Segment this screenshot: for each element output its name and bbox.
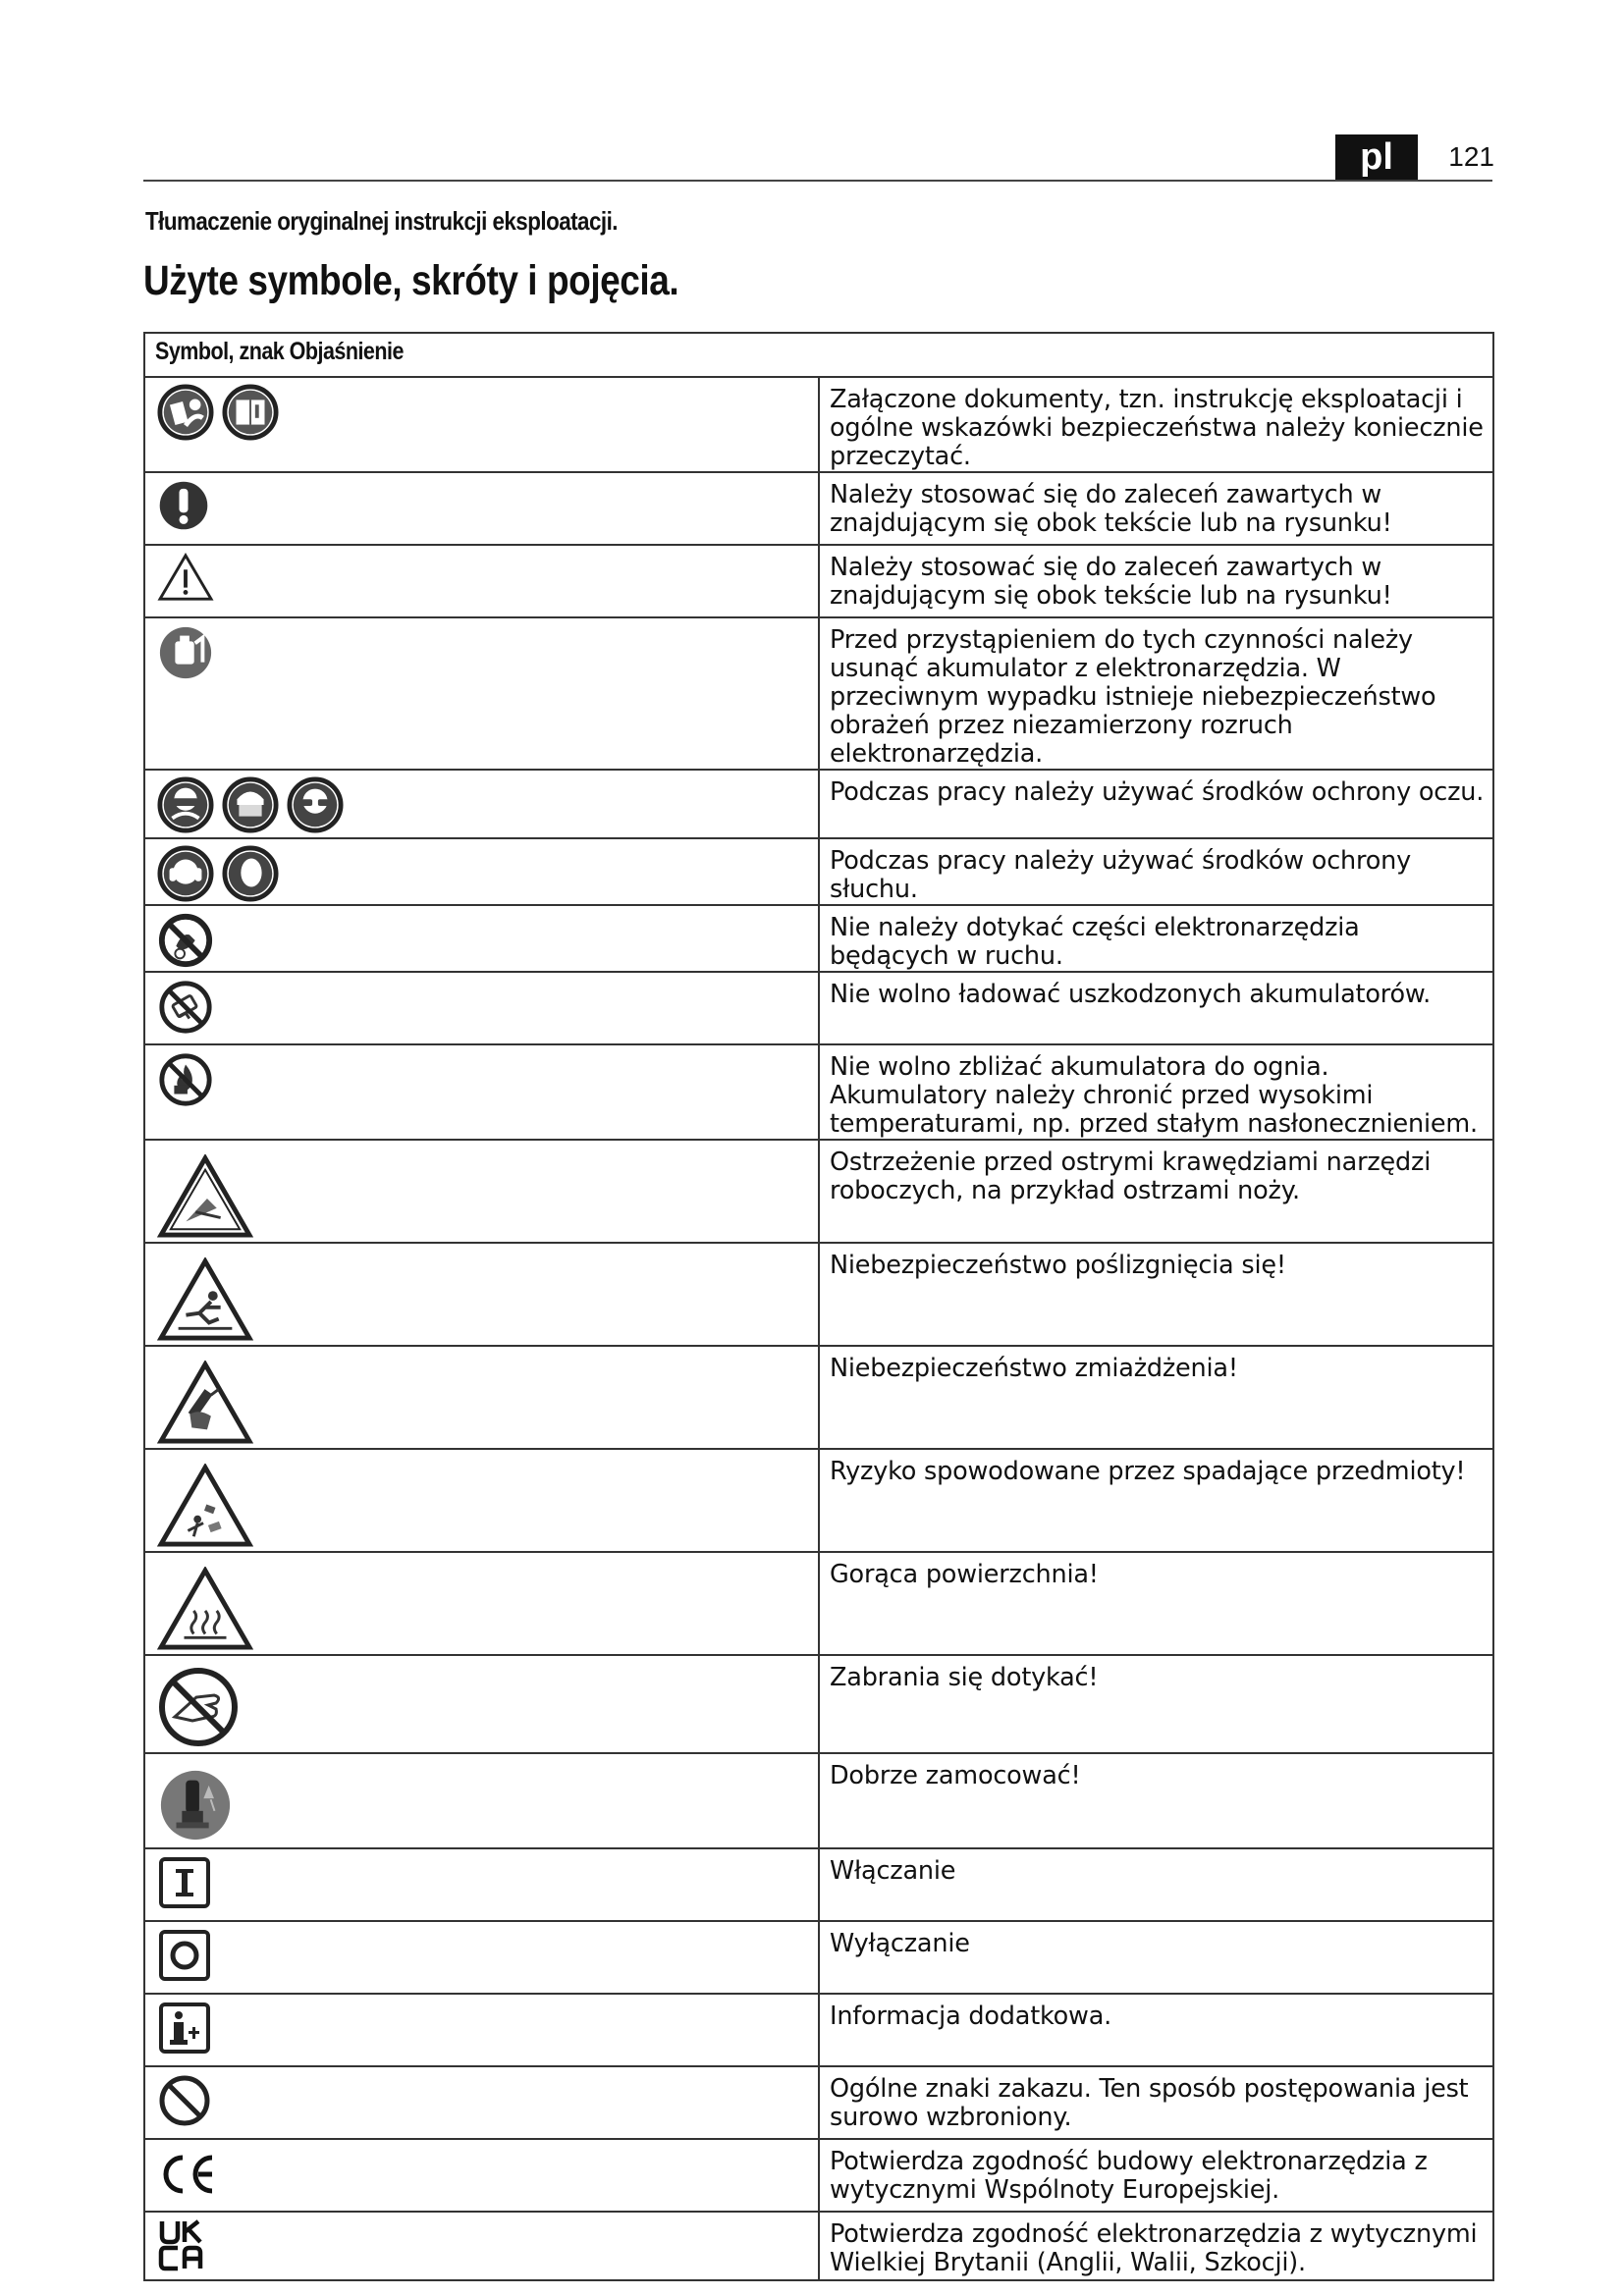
hot-surface-warning-icon — [157, 1567, 253, 1651]
explanation-cell: Ryzyko spowodowane przez spadające przedmioty! — [819, 1449, 1493, 1552]
warning-triangle-icon — [157, 552, 214, 603]
symbol-cell — [144, 1921, 819, 1994]
crush-hazard-warning-icon — [157, 1361, 253, 1445]
explanation-cell: Załączone dokumenty, tzn. instrukcję eksploatacji i ogólne wskazówki bezpieczeństwa należy koniecznie przeczytać. — [819, 377, 1493, 472]
table-row — [144, 972, 1493, 1044]
header-divider — [143, 180, 1492, 182]
symbols-table — [143, 332, 1494, 2281]
explanation-cell: Podczas pracy należy używać środków ochrony oczu. — [819, 770, 1493, 838]
symbol-cell — [144, 838, 819, 905]
symbol-cell — [144, 1449, 819, 1552]
sharp-edges-warning-icon — [157, 1154, 253, 1239]
explanation-cell: Ogólne znaki zakazu. Ten sposób postępowania jest surowo wzbroniony. — [819, 2066, 1493, 2139]
table-header-row — [144, 333, 1493, 377]
explanation-cell: Niebezpieczeństwo poślizgnięcia się! — [819, 1243, 1493, 1346]
fasten-securely-icon — [157, 1764, 234, 1846]
symbol-cell — [144, 1243, 819, 1346]
table-row — [144, 2139, 1493, 2212]
table-row — [144, 1044, 1493, 1140]
section-title: Użyte symbole, skróty i pojęcia. — [143, 257, 679, 304]
remove-battery-icon — [157, 624, 214, 681]
table-row — [144, 1140, 1493, 1243]
explanation-cell: Przed przystąpieniem do tych czynności należy usunąć akumulator z elektronarzędzia. W przeciwnym wypadku istnieje niebezpieczeństwo obrażeń przez niezamierzony rozruch elektronarzędzia. — [819, 617, 1493, 770]
column-header-symbol: Symbol, znak — [155, 338, 285, 365]
explanation-cell: Podczas pracy należy używać środków ochrony słuchu. — [819, 838, 1493, 905]
power-on-icon — [157, 1855, 212, 1910]
read-manual-icon — [157, 384, 214, 441]
explanation-cell: Nie wolno zbliżać akumulatora do ognia. Akumulatory należy chronić przed wysokimi temperaturami, np. przed stałym nasłonecznieniem. — [819, 1044, 1493, 1140]
table-row — [144, 377, 1493, 472]
table-header — [144, 333, 1493, 377]
explanation-cell: Nie wolno ładować uszkodzonych akumulatorów. — [819, 972, 1493, 1044]
prohibition-sign-icon — [157, 2073, 212, 2128]
symbol-cell — [144, 1044, 819, 1140]
explanation-cell: Niebezpieczeństwo zmiażdżenia! — [819, 1346, 1493, 1449]
table-row — [144, 838, 1493, 905]
table-row — [144, 617, 1493, 770]
explanation-cell: Należy stosować się do zaleceń zawartych w znajdującym się obok tekście lub na rysunku! — [819, 472, 1493, 545]
symbol-cell — [144, 1346, 819, 1449]
symbol-cell — [144, 2139, 819, 2212]
table-row — [144, 1921, 1493, 1994]
page-number: 121 — [1448, 141, 1494, 172]
explanation-cell: Informacja dodatkowa. — [819, 1994, 1493, 2066]
mandatory-exclamation-icon — [157, 479, 210, 532]
table-row — [144, 2212, 1493, 2280]
symbol-cell — [144, 1140, 819, 1243]
table-row — [144, 1994, 1493, 2066]
table-row — [144, 1449, 1493, 1552]
explanation-cell: Włączanie — [819, 1848, 1493, 1921]
table-row — [144, 1552, 1493, 1655]
symbol-cell — [144, 1552, 819, 1655]
symbol-cell — [144, 905, 819, 972]
additional-info-icon — [157, 2001, 212, 2056]
ce-mark-icon — [157, 2152, 220, 2197]
symbol-cell — [144, 377, 819, 472]
eye-protection-goggles-icon — [157, 776, 214, 833]
column-header-explanation: Objaśnienie — [289, 338, 404, 365]
explanation-cell: Gorąca powierzchnia! — [819, 1552, 1493, 1655]
falling-objects-warning-icon — [157, 1464, 253, 1548]
table-row — [144, 1753, 1493, 1848]
symbol-cell — [144, 2066, 819, 2139]
table-row — [144, 770, 1493, 838]
face-shield-icon — [222, 776, 279, 833]
symbol-cell — [144, 617, 819, 770]
explanation-cell: Ostrzeżenie przed ostrymi krawędziami narzędzi roboczych, na przykład ostrzami noży. — [819, 1140, 1493, 1243]
power-off-icon — [157, 1928, 212, 1983]
battery-fire-prohibited-icon — [157, 1051, 214, 1108]
ear-protection-icon — [222, 845, 279, 902]
ear-muffs-icon — [157, 845, 214, 902]
table-row — [144, 1243, 1493, 1346]
table-row — [144, 1346, 1493, 1449]
symbol-cell — [144, 545, 819, 617]
table-row — [144, 2066, 1493, 2139]
symbol-cell — [144, 770, 819, 838]
symbol-cell — [144, 1994, 819, 2066]
document-subtitle: Tłumaczenie oryginalnej instrukcji eksploatacji. — [145, 206, 618, 236]
table-row — [144, 905, 1493, 972]
explanation-cell: Nie należy dotykać części elektronarzędzia będących w ruchu. — [819, 905, 1493, 972]
symbol-cell — [144, 472, 819, 545]
table-row — [144, 472, 1493, 545]
do-not-touch-icon — [157, 1666, 240, 1748]
table-row — [144, 1655, 1493, 1753]
table-row — [144, 545, 1493, 617]
no-touch-moving-parts-icon — [157, 912, 214, 969]
explanation-cell: Należy stosować się do zaleceń zawartych w znajdującym się obok tekście lub na rysunku! — [819, 545, 1493, 617]
no-charge-damaged-battery-icon — [157, 979, 214, 1036]
table-row — [144, 1848, 1493, 1921]
explanation-cell: Potwierdza zgodność elektronarzędzia z wytycznymi Wielkiej Brytanii (Anglii, Walii, Szkocji). — [819, 2212, 1493, 2280]
symbol-cell — [144, 1848, 819, 1921]
slip-hazard-warning-icon — [157, 1257, 253, 1342]
info-book-icon — [222, 384, 279, 441]
symbol-cell — [144, 972, 819, 1044]
safety-glasses-icon — [287, 776, 344, 833]
explanation-cell: Zabrania się dotykać! — [819, 1655, 1493, 1753]
symbol-cell — [144, 1753, 819, 1848]
symbol-cell — [144, 2212, 819, 2280]
symbol-cell — [144, 1655, 819, 1753]
explanation-cell: Potwierdza zgodność budowy elektronarzędzia z wytycznymi Wspólnoty Europejskiej. — [819, 2139, 1493, 2212]
language-tab: pl — [1335, 134, 1418, 180]
explanation-cell: Dobrze zamocować! — [819, 1753, 1493, 1848]
ukca-mark-icon — [157, 2218, 206, 2271]
explanation-cell: Wyłączanie — [819, 1921, 1493, 1994]
